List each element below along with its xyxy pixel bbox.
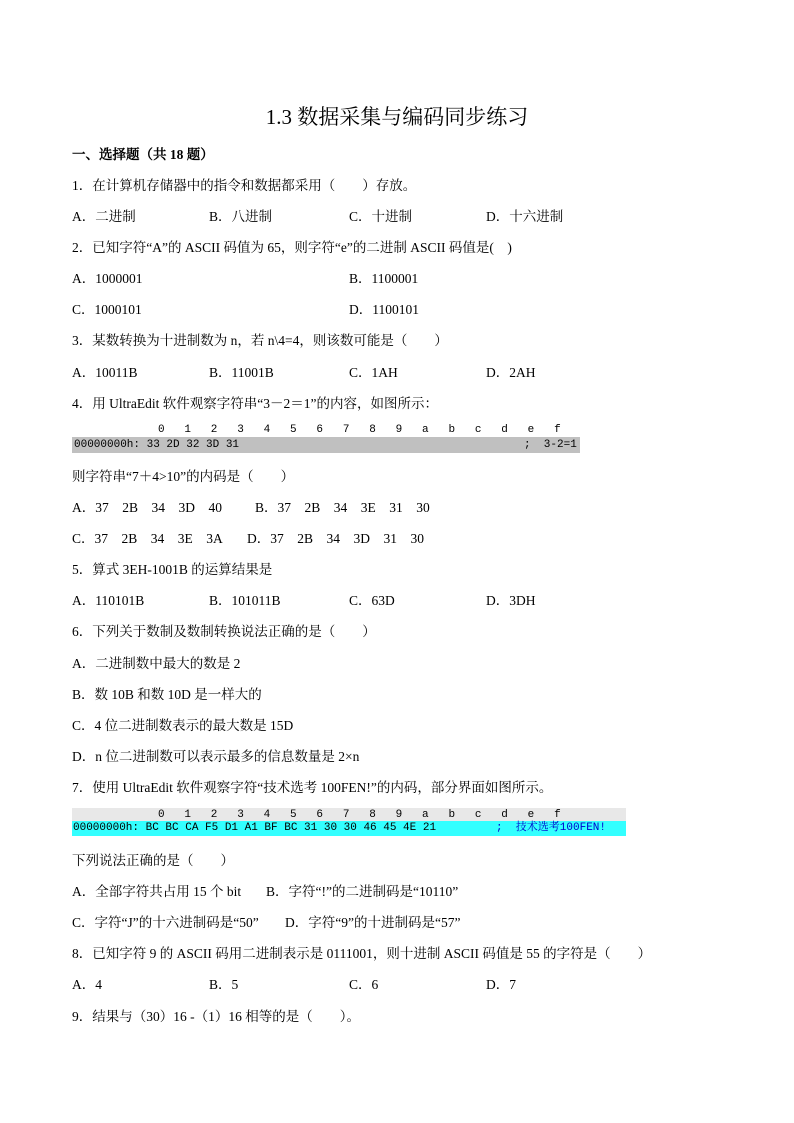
- question-3-stem: 3．某数转换为十进制数为 n，若 n\4=4，则该数可能是（ ）: [72, 333, 448, 348]
- q8-option-b[interactable]: B．5: [209, 977, 239, 992]
- q1-option-c[interactable]: C．十进制: [349, 209, 413, 224]
- q3-option-c[interactable]: C．1AH: [349, 365, 398, 380]
- q3-option-d[interactable]: D．2AH: [486, 365, 536, 380]
- page-title: 1.3 数据采集与编码同步练习: [265, 105, 529, 129]
- q8-option-c[interactable]: C．6: [349, 977, 379, 992]
- hex-column-header: 0 1 2 3 4 5 6 7 8 9 a b c d e f: [158, 424, 561, 436]
- q2-option-d[interactable]: D．1100101: [349, 302, 419, 317]
- q4-option-c[interactable]: C．37 2B 34 3E 3A: [72, 531, 223, 546]
- question-5-stem: 5．算式 3EH-1001B 的运算结果是: [72, 562, 273, 577]
- question-4-stem: 4．用 UltraEdit 软件观察字符串“3－2＝1”的内容，如图所示：: [72, 396, 438, 411]
- q1-option-b[interactable]: B．八进制: [209, 209, 273, 224]
- question-4-followup: 则字符串“7＋4>10”的内码是（ ）: [72, 469, 295, 484]
- question-9-stem: 9．结果与（30）16 -（1）16 相等的是（ ）。: [72, 1009, 360, 1024]
- question-3-options: [72, 364, 722, 382]
- hex-editor-figure-2: [72, 808, 626, 836]
- q5-option-a[interactable]: A．110101B: [72, 593, 145, 608]
- q7-option-b[interactable]: B．字符“!”的二进制码是“10110”: [266, 884, 459, 899]
- hex-row-text: ; 技术选考100FEN!: [496, 822, 607, 834]
- q2-option-b[interactable]: B．1100001: [349, 271, 419, 286]
- question-8-stem: 8．已知字符 9 的 ASCII 码用二进制表示是 0111001，则十进制 ASCII 码值是 55 的字符是（ ）: [72, 946, 652, 961]
- q7-option-d[interactable]: D．字符“9”的十进制码是“57”: [285, 915, 461, 930]
- q6-option-b[interactable]: B．数 10B 和数 10D 是一样大的: [72, 687, 262, 702]
- question-7-stem: 7．使用 UltraEdit 软件观察字符“技术选考 100FEN!”的内码，部分界面如图所示。: [72, 780, 553, 795]
- q6-option-c[interactable]: C．4 位二进制数表示的最大数是 15D: [72, 718, 294, 733]
- q8-option-d[interactable]: D．7: [486, 977, 516, 992]
- q7-option-a[interactable]: A．全部字符共占用 15 个 bit: [72, 884, 242, 899]
- q3-option-b[interactable]: B．11001B: [209, 365, 274, 380]
- question-8-options: [72, 976, 722, 994]
- hex-row-text: ; 3-2=1: [524, 439, 577, 451]
- hex-row-address-bytes: 00000000h: 33 2D 32 3D 31: [74, 439, 240, 451]
- question-4-options-row1: [72, 499, 722, 517]
- q2-option-c[interactable]: C．1000101: [72, 302, 142, 317]
- q5-option-c[interactable]: C．63D: [349, 593, 395, 608]
- q1-option-d[interactable]: D．十六进制: [486, 209, 564, 224]
- q5-option-b[interactable]: B．101011B: [209, 593, 281, 608]
- q6-option-a[interactable]: A．二进制数中最大的数是 2: [72, 656, 241, 671]
- q8-option-a[interactable]: A．4: [72, 977, 102, 992]
- q4-option-d[interactable]: D．37 2B 34 3D 31 30: [247, 531, 425, 546]
- q3-option-a[interactable]: A．10011B: [72, 365, 138, 380]
- hex-editor-figure-1: [72, 424, 580, 454]
- question-7-followup: 下列说法正确的是（ ）: [72, 853, 234, 868]
- question-2-options-row1: [72, 270, 722, 288]
- question-5-options: [72, 592, 722, 610]
- q4-option-a[interactable]: A．37 2B 34 3D 40: [72, 500, 223, 515]
- hex-column-header: 0 1 2 3 4 5 6 7 8 9 a b c d e f: [158, 809, 561, 821]
- hex-row-address-bytes: 00000000h: BC BC CA F5 D1 A1 BF BC 31 30 30 46 45 4E 21: [73, 822, 437, 834]
- q5-option-d[interactable]: D．3DH: [486, 593, 536, 608]
- q7-option-c[interactable]: C．字符“J”的十六进制码是“50”: [72, 915, 259, 930]
- question-1-options: [72, 208, 722, 226]
- section-heading: 一、选择题（共 18 题）: [72, 147, 214, 162]
- q6-option-d[interactable]: D．n 位二进制数可以表示最多的信息数量是 2×n: [72, 749, 360, 764]
- question-7-options-row2: [72, 914, 722, 932]
- question-1-stem: 1．在计算机存储器中的指令和数据都采用（ ）存放。: [72, 178, 417, 193]
- question-4-options-row2: [72, 530, 722, 548]
- question-6-stem: 6．下列关于数制及数制转换说法正确的是（ ）: [72, 624, 376, 639]
- question-7-options-row1: [72, 883, 722, 901]
- q4-option-b[interactable]: B．37 2B 34 3E 31 30: [255, 500, 430, 515]
- question-2-options-row2: [72, 301, 722, 319]
- q2-option-a[interactable]: A．1000001: [72, 271, 143, 286]
- question-2-stem: 2．已知字符“A”的 ASCII 码值为 65，则字符“e”的二进制 ASCII 码值是( ): [72, 240, 512, 255]
- q1-option-a[interactable]: A．二进制: [72, 209, 136, 224]
